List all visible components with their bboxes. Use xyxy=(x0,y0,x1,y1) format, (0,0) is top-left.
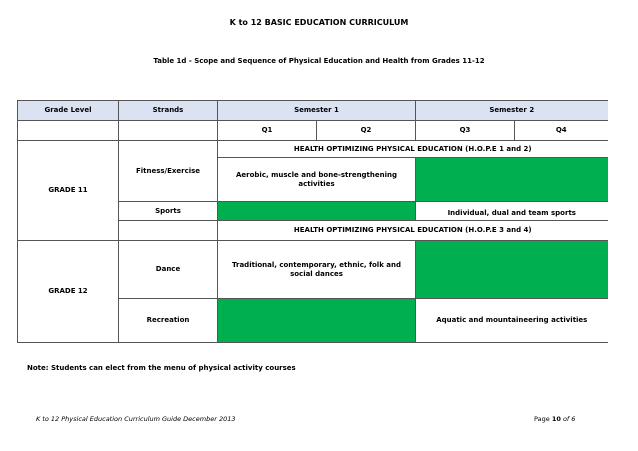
grade11-strand-fitness: Fitness/Exercise xyxy=(119,141,218,202)
quarter-q4: Q4 xyxy=(515,121,608,141)
table-caption: Table 1d - Scope and Sequence of Physical Education and Health from Grades 11-12 xyxy=(153,57,485,65)
grade12-dance-semester1: Traditional, contemporary, ethnic, folk and social dances xyxy=(218,241,416,299)
curriculum-table xyxy=(17,100,608,343)
quarter-q1: Q1 xyxy=(218,121,317,141)
quarter-row-blank-grade xyxy=(18,121,119,141)
grade11-sports-semester1-fill xyxy=(218,202,416,221)
grade11-strand-sports: Sports xyxy=(119,202,218,221)
grade12-dance-row xyxy=(18,241,608,299)
grade12-strand-dance: Dance xyxy=(119,241,218,299)
quarter-q2: Q2 xyxy=(317,121,416,141)
footer-page-current: 10 xyxy=(551,415,561,423)
grade12-strand-recreation: Recreation xyxy=(119,299,218,343)
footer-guide-title: K to 12 Physical Education Curriculum Guide December 2013 xyxy=(36,415,236,423)
grade11-course-title: HEALTH OPTIMIZING PHYSICAL EDUCATION (H.O.P.E 1 and 2) xyxy=(218,141,608,158)
table-note: Note: Students can elect from the menu of physical activity courses xyxy=(27,364,296,372)
header-semester-1: Semester 1 xyxy=(218,101,416,121)
grade12-course-row-blank-strand xyxy=(119,221,218,241)
grade12-recreation-semester1-fill xyxy=(218,299,416,343)
header-strands: Strands xyxy=(119,101,218,121)
document-title: K to 12 BASIC EDUCATION CURRICULUM xyxy=(229,18,409,27)
grade12-recreation-semester2: Aquatic and mountaineering activities xyxy=(416,299,608,343)
header-row xyxy=(18,101,608,121)
footer-page-total: of 6 xyxy=(562,415,576,423)
grade12-label: GRADE 12 xyxy=(18,241,119,343)
grade11-label: GRADE 11 xyxy=(18,141,119,241)
grade11-fitness-semester2-fill xyxy=(416,158,608,202)
grade11-fitness-semester1: Aerobic, muscle and bone-strengthening activities xyxy=(218,158,416,202)
grade11-course-row xyxy=(18,141,608,158)
quarter-row-blank-strand xyxy=(119,121,218,141)
header-grade-level: Grade Level xyxy=(18,101,119,121)
grade11-sports-semester2: Individual, dual and team sports xyxy=(416,202,608,221)
grade12-course-title: HEALTH OPTIMIZING PHYSICAL EDUCATION (H.O.P.E 3 and 4) xyxy=(218,221,608,241)
grade12-dance-semester2-fill xyxy=(416,241,608,299)
header-semester-2: Semester 2 xyxy=(416,101,608,121)
quarter-q3: Q3 xyxy=(416,121,515,141)
footer-page-prefix: Page xyxy=(534,415,550,423)
footer-page-number xyxy=(534,415,575,423)
quarter-row xyxy=(18,121,608,141)
